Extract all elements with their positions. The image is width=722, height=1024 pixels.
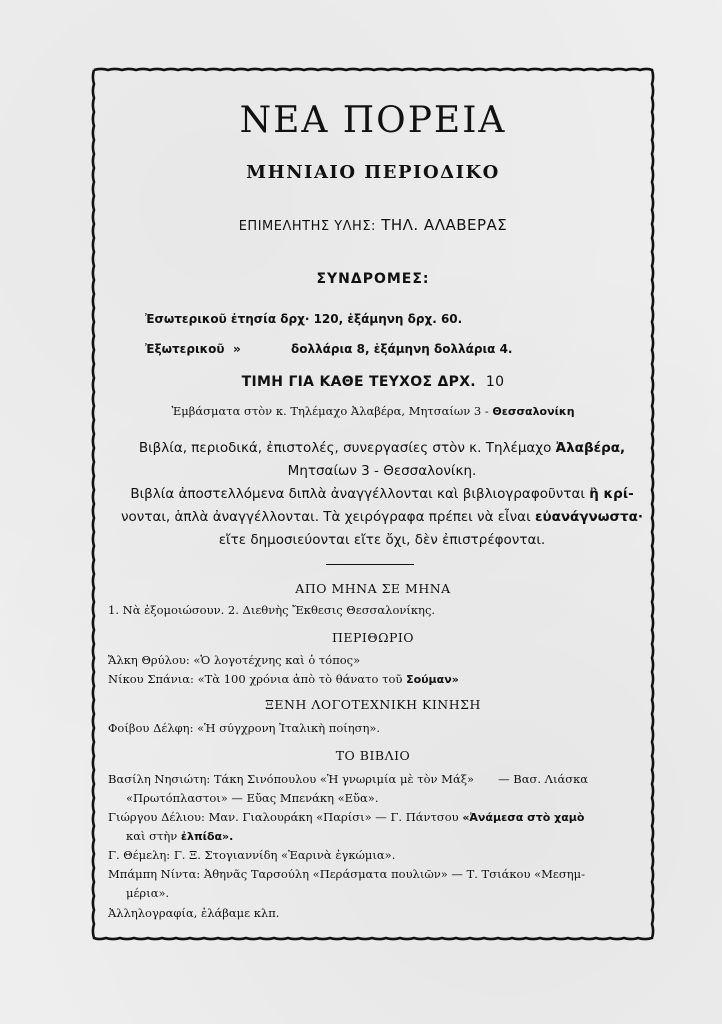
- notice-p2-c: νονται, ἁπλὰ ἀναγγέλλονται. Τὰ χειρόγραφα πρέπει νὰ εἶναι: [120, 509, 531, 525]
- toc-line: Ἀλληλογραφία, ἐλάβαμε κλπ.: [108, 906, 280, 920]
- toc-bold: Σούμαν»: [406, 673, 459, 686]
- section-title-month: ΑΠΟ ΜΗΝΑ ΣΕ ΜΗΝΑ: [295, 581, 451, 596]
- remittances-city: Θεσσαλονίκη: [492, 405, 575, 418]
- notice-p2-d: εὐανάγνωστα·: [534, 509, 643, 525]
- notice-p2-e: εἴτε δημοσιεύονται εἴτε ὄχι, δὲν ἐπιστρέφονται.: [218, 532, 546, 548]
- toc-line: [108, 772, 588, 786]
- toc-text: Νίκου Σπάνια: «Τὰ 100 χρόνια ἀπὸ τὸ θάνατο τοῦ: [108, 672, 403, 686]
- foreign-rates: δολλάρια 8, ἑξάμηνη δολλάρια 4.: [291, 342, 513, 356]
- foreign-ditto-mark: »: [233, 342, 241, 356]
- toc-line: μέρια».: [126, 886, 170, 900]
- editor-name: ΤΗΛ. ΑΛΑΒΕΡΑΣ: [381, 216, 508, 234]
- section-title-foreign: ΞΕΝΗ ΛΟΓΟΤΕΧΝΙΚΗ ΚΙΝΗΣΗ: [265, 697, 481, 712]
- notice-p1-b: Ἀλαβέρα,: [555, 440, 626, 456]
- toc-line: [108, 672, 459, 686]
- price-label: ΤΙΜΗ ΓΙΑ ΚΑΘΕ ΤΕΥΧΟΣ ΔΡΧ.: [241, 374, 476, 390]
- toc-text: Γιώργου Δέλιου: Μαν. Γιαλουράκη «Παρίσι» — Γ. Πάντσου: [108, 810, 459, 824]
- toc-bold: ἐλπίδα».: [180, 830, 234, 843]
- toc-line: Γ. Θέμελη: Γ. Ξ. Στογιαννίδη «Ἐαρινὰ ἐγκώμια».: [108, 848, 396, 862]
- toc-line: [126, 829, 233, 843]
- toc-line: Φοίβου Δέλφη: «Ἡ σύγχρονη Ἰταλικὴ ποίηση».: [108, 721, 381, 735]
- remittances-text: Ἐμβάσματα στὸν κ. Τηλέμαχο Ἀλαβέρα, Μητσαίων 3 -: [171, 404, 489, 418]
- journal-title: ΝΕΑ ΠΟΡΕΙΑ: [239, 100, 507, 141]
- toc-line: [108, 810, 584, 824]
- toc-line: Μπάμπη Νίντα: Ἀθηνᾶς Ταρσούλη «Περάσματα πουλιῶν» — Τ. Τσιάκου «Μεσημ-: [108, 867, 585, 881]
- section-title-margin: ΠΕΡΙΘΩΡΙΟ: [331, 630, 415, 645]
- notice-p1-c: Μητσαίων 3 - Θεσσαλονίκη.: [287, 463, 477, 479]
- toc-line: «Πρωτόπλαστοι» — Εὔας Μπενάκη «Εὔα».: [126, 791, 379, 805]
- remittances-line: [88, 404, 658, 418]
- editor-label: ΕΠΙΜΕΛΗΤΗΣ ΥΛΗΣ:: [238, 219, 376, 234]
- notice-p2-a: Βιβλία ἀποστελλόμενα διπλὰ ἀναγγέλλονται καὶ βιβλιογραφοῦνται: [130, 486, 585, 502]
- toc-bold: «Ἀνάμεσα στὸ χαμὸ: [462, 811, 585, 824]
- toc-text: — Βασ. Λιάσκα: [498, 772, 589, 786]
- section-divider: [326, 564, 414, 565]
- toc-text: Βασίλη Νησιώτη: Τάκη Σινόπουλου «Ἡ γνωριμία μὲ τὸν Μάξ»: [108, 772, 475, 786]
- editor-line: [88, 216, 658, 234]
- section-title-book: ΤΟ ΒΙΒΛΙΟ: [335, 748, 411, 763]
- toc-line: Ἄλκη Θρύλου: «Ὁ λογοτέχνης καὶ ὁ τόπος»: [108, 653, 361, 667]
- notice-p2-b: ἢ κρί-: [589, 486, 634, 502]
- foreign-label: Ἐξωτερικοῦ: [145, 342, 225, 356]
- subscription-domestic: Ἐσωτερικοῦ ἐτησία δρχ· 120, ἑξάμηνη δρχ. 60.: [145, 312, 463, 326]
- toc-line: 1. Νὰ ἐξομοιώσουν. 2. Διεθνὴς Ἔκθεσις Θεσσαλονίκης.: [108, 603, 436, 617]
- subscription-foreign: [145, 342, 513, 356]
- notice-paragraph-1: [108, 437, 656, 483]
- issue-price: [88, 374, 658, 390]
- notice-p1-a: Βιβλία, περιοδικά, ἐπιστολές, συνεργασίες στὸν κ. Τηλέμαχο: [138, 440, 552, 456]
- toc-text: καὶ στὴν: [126, 829, 178, 843]
- journal-subtitle: ΜΗΝΙΑΙΟ ΠΕΡΙΟΔΙΚΟ: [246, 162, 500, 183]
- notice-paragraph-2: [108, 483, 656, 552]
- subscriptions-heading: ΣΥΝΔΡΟΜΕΣ:: [316, 271, 430, 287]
- decorative-frame: [88, 64, 658, 944]
- price-value: 10: [485, 374, 505, 390]
